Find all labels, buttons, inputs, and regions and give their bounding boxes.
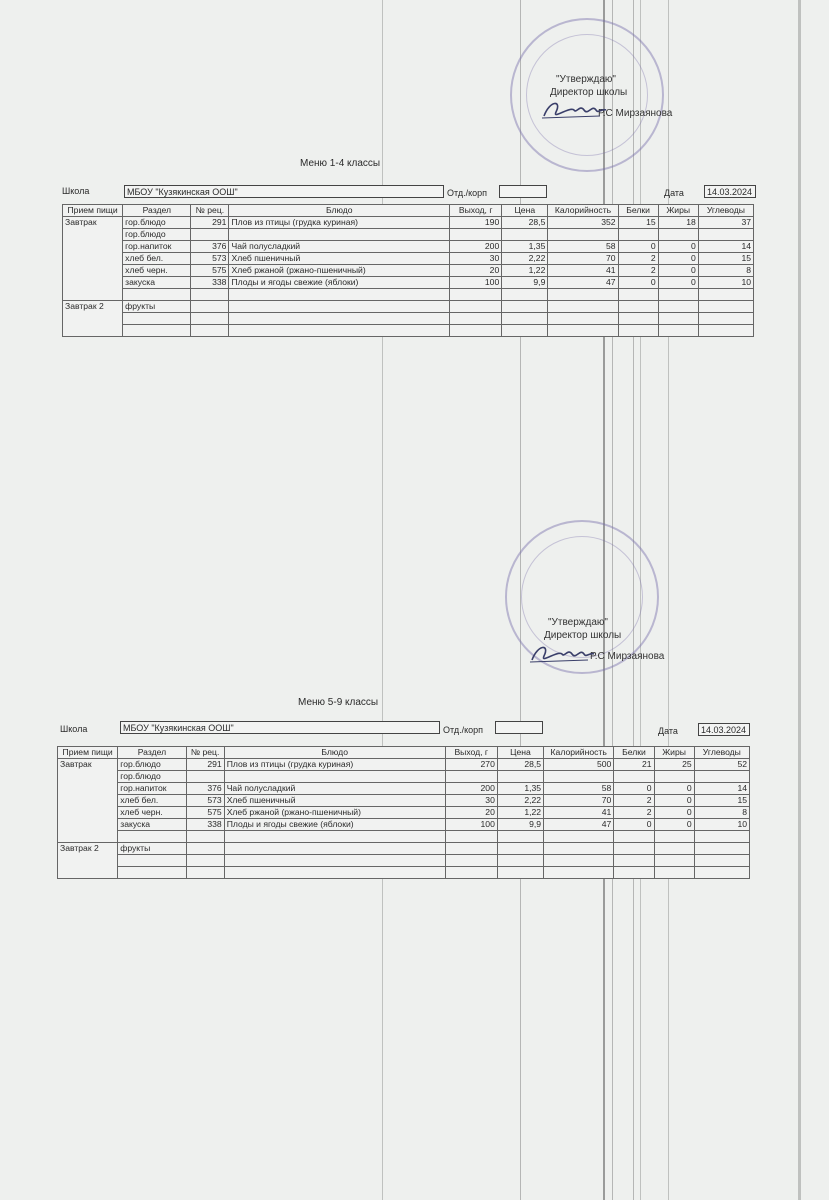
empty-cell xyxy=(224,831,445,843)
cell-price: 9,9 xyxy=(497,819,543,831)
cell-out xyxy=(445,771,497,783)
cell-out: 30 xyxy=(445,795,497,807)
cell-carb: 14 xyxy=(698,241,753,253)
cell-dish xyxy=(229,229,450,241)
table-row xyxy=(63,241,754,253)
empty-cell xyxy=(694,867,749,879)
cell-carb: 10 xyxy=(694,819,749,831)
meal-label: Завтрак xyxy=(58,759,118,843)
empty-cell xyxy=(229,325,450,337)
empty-cell xyxy=(698,289,753,301)
table-row xyxy=(63,289,754,301)
approval-heading: "Утверждаю" xyxy=(548,617,608,628)
empty-cell xyxy=(186,831,224,843)
cell-rec xyxy=(186,771,224,783)
cell-fat: 0 xyxy=(654,819,694,831)
cell-carb xyxy=(698,229,753,241)
empty-cell xyxy=(191,313,229,325)
cell-section: гор.блюдо xyxy=(123,229,191,241)
cell-kcal: 58 xyxy=(544,783,614,795)
table-row xyxy=(58,831,750,843)
column-header: Жиры xyxy=(658,205,698,217)
empty-cell xyxy=(191,289,229,301)
cell-kcal: 70 xyxy=(544,795,614,807)
meal-label: Завтрак 2 xyxy=(63,301,123,337)
cell-fat: 25 xyxy=(654,759,694,771)
empty-cell xyxy=(694,831,749,843)
approval-position: Директор школы xyxy=(544,630,622,641)
cell-kcal: 41 xyxy=(548,265,618,277)
cell-dish: Хлеб пшеничный xyxy=(224,795,445,807)
cell-fat: 0 xyxy=(654,783,694,795)
cell-kcal: 58 xyxy=(548,241,618,253)
empty-cell xyxy=(618,313,658,325)
table-row xyxy=(58,783,750,795)
approval-name: Р.С Мирзаянова xyxy=(598,108,673,119)
table-row xyxy=(63,325,754,337)
empty-cell xyxy=(497,831,543,843)
menu-title: Меню 5-9 классы xyxy=(298,697,379,708)
empty-cell xyxy=(445,867,497,879)
column-header: Цена xyxy=(497,747,543,759)
cell-price: 1,22 xyxy=(497,807,543,819)
cell-prot: 2 xyxy=(614,795,654,807)
column-header: Блюдо xyxy=(229,205,450,217)
cell-section: гор.напиток xyxy=(118,783,186,795)
empty-cell xyxy=(450,289,502,301)
director-signature xyxy=(540,98,610,122)
cell-rec: 376 xyxy=(186,783,224,795)
cell-prot: 2 xyxy=(614,807,654,819)
empty-cell xyxy=(698,325,753,337)
dept-field xyxy=(495,721,543,734)
cell-prot: 0 xyxy=(614,819,654,831)
cell-fat: 18 xyxy=(658,217,698,229)
column-header: Белки xyxy=(614,747,654,759)
cell-dish: Хлеб ржаной (ржано-пшеничный) xyxy=(229,265,450,277)
column-header: Выход, г xyxy=(450,205,502,217)
scan-streak xyxy=(668,0,669,1200)
cell-out xyxy=(450,229,502,241)
cell-rec: 575 xyxy=(191,265,229,277)
empty-cell xyxy=(654,855,694,867)
cell-carb: 10 xyxy=(698,277,753,289)
cell-carb: 52 xyxy=(694,759,749,771)
empty-cell xyxy=(698,313,753,325)
cell-rec: 376 xyxy=(191,241,229,253)
cell-dish: Плоды и ягоды свежие (яблоки) xyxy=(224,819,445,831)
cell-prot: 0 xyxy=(618,241,658,253)
table-row xyxy=(58,807,750,819)
cell-section: хлеб черн. xyxy=(123,265,191,277)
cell-fat: 0 xyxy=(658,253,698,265)
meal-label: Завтрак 2 xyxy=(58,843,118,879)
empty-cell xyxy=(544,855,614,867)
approval-position: Директор школы xyxy=(550,87,628,98)
cell-carb xyxy=(694,771,749,783)
cell-rec xyxy=(191,229,229,241)
column-header: Жиры xyxy=(654,747,694,759)
cell-dish: Плов из птицы (грудка куриная) xyxy=(224,759,445,771)
cell-rec: 291 xyxy=(186,759,224,771)
empty-cell xyxy=(614,855,654,867)
table-header-row xyxy=(63,205,754,217)
cell-prot xyxy=(618,229,658,241)
cell-section: закуска xyxy=(123,277,191,289)
meal-label: Завтрак xyxy=(63,217,123,301)
cell-kcal: 500 xyxy=(544,759,614,771)
empty-cell xyxy=(497,843,543,855)
empty-cell xyxy=(544,867,614,879)
column-header: Раздел xyxy=(118,747,186,759)
table-row xyxy=(58,867,750,879)
empty-cell xyxy=(445,855,497,867)
cell-out: 200 xyxy=(450,241,502,253)
empty-cell xyxy=(544,831,614,843)
date-field: 14.03.2024 xyxy=(698,723,750,736)
empty-cell xyxy=(450,301,502,313)
empty-cell xyxy=(497,867,543,879)
empty-cell xyxy=(618,325,658,337)
cell-fat xyxy=(658,229,698,241)
cell-rec: 338 xyxy=(191,277,229,289)
empty-cell xyxy=(123,289,191,301)
empty-cell xyxy=(123,325,191,337)
cell-price: 2,22 xyxy=(497,795,543,807)
school-name-field: МБОУ "Кузякинская ООШ" xyxy=(120,721,440,734)
column-header: Раздел xyxy=(123,205,191,217)
table-row xyxy=(63,265,754,277)
cell-kcal xyxy=(548,229,618,241)
column-header: Прием пищи xyxy=(63,205,123,217)
empty-cell xyxy=(229,301,450,313)
empty-cell xyxy=(548,289,618,301)
empty-cell xyxy=(123,313,191,325)
table-header-row xyxy=(58,747,750,759)
cell-rec: 338 xyxy=(186,819,224,831)
cell-fat xyxy=(654,771,694,783)
cell-out: 100 xyxy=(445,819,497,831)
director-signature xyxy=(528,642,598,666)
table-row xyxy=(63,301,754,313)
column-header: Калорийность xyxy=(544,747,614,759)
cell-prot: 0 xyxy=(618,277,658,289)
cell-out: 200 xyxy=(445,783,497,795)
cell-rec: 573 xyxy=(186,795,224,807)
cell-dish: Хлеб ржаной (ржано-пшеничный) xyxy=(224,807,445,819)
cell-rec: 573 xyxy=(191,253,229,265)
empty-cell xyxy=(658,289,698,301)
cell-rec: 575 xyxy=(186,807,224,819)
table-row xyxy=(58,795,750,807)
cell-dish: Чай полусладкий xyxy=(229,241,450,253)
column-header: № рец. xyxy=(191,205,229,217)
cell-section: гор.блюдо xyxy=(118,771,186,783)
cell-carb: 8 xyxy=(694,807,749,819)
empty-cell xyxy=(614,867,654,879)
cell-prot: 2 xyxy=(618,253,658,265)
empty-cell xyxy=(502,313,548,325)
empty-cell xyxy=(654,831,694,843)
column-header: № рец. xyxy=(186,747,224,759)
cell-section: гор.напиток xyxy=(123,241,191,253)
cell-out: 190 xyxy=(450,217,502,229)
empty-cell xyxy=(654,843,694,855)
empty-cell xyxy=(186,843,224,855)
cell-kcal: 47 xyxy=(548,277,618,289)
cell-prot: 0 xyxy=(614,783,654,795)
empty-cell xyxy=(450,325,502,337)
empty-cell xyxy=(658,301,698,313)
empty-cell xyxy=(118,867,186,879)
table-row xyxy=(58,759,750,771)
table-row xyxy=(63,313,754,325)
cell-out: 100 xyxy=(450,277,502,289)
empty-cell xyxy=(450,313,502,325)
cell-kcal xyxy=(544,771,614,783)
table-row xyxy=(63,253,754,265)
empty-cell xyxy=(618,301,658,313)
column-header: Белки xyxy=(618,205,658,217)
column-header: Калорийность xyxy=(548,205,618,217)
school-label: Школа xyxy=(62,186,90,196)
dept-field xyxy=(499,185,547,198)
empty-cell xyxy=(186,855,224,867)
cell-section: хлеб бел. xyxy=(118,795,186,807)
table-row xyxy=(63,229,754,241)
empty-cell xyxy=(445,843,497,855)
column-header: Углеводы xyxy=(698,205,753,217)
menu-title: Меню 1-4 классы xyxy=(300,158,381,169)
cell-price: 1,35 xyxy=(497,783,543,795)
cell-kcal: 47 xyxy=(544,819,614,831)
cell-kcal: 70 xyxy=(548,253,618,265)
cell-section: гор.блюдо xyxy=(123,217,191,229)
empty-cell xyxy=(694,843,749,855)
approval-name: Р.С Мирзаянова xyxy=(590,651,665,662)
cell-carb: 37 xyxy=(698,217,753,229)
cell-dish xyxy=(224,771,445,783)
column-header: Прием пищи xyxy=(58,747,118,759)
cell-carb: 15 xyxy=(694,795,749,807)
empty-cell xyxy=(698,301,753,313)
cell-prot: 2 xyxy=(618,265,658,277)
cell-fat: 0 xyxy=(654,807,694,819)
column-header: Блюдо xyxy=(224,747,445,759)
empty-cell xyxy=(614,831,654,843)
cell-price xyxy=(497,771,543,783)
empty-cell xyxy=(224,867,445,879)
scan-streak xyxy=(798,0,801,1200)
empty-cell xyxy=(502,325,548,337)
cell-rec: 291 xyxy=(191,217,229,229)
cell-price: 1,22 xyxy=(502,265,548,277)
cell-kcal: 352 xyxy=(548,217,618,229)
dept-label: Отд./корп xyxy=(443,725,483,735)
cell-prot xyxy=(614,771,654,783)
table-row xyxy=(58,819,750,831)
school-label: Школа xyxy=(60,724,88,734)
empty-cell xyxy=(186,867,224,879)
table-row xyxy=(63,217,754,229)
cell-carb: 15 xyxy=(698,253,753,265)
cell-fat: 0 xyxy=(658,277,698,289)
empty-cell xyxy=(229,313,450,325)
cell-price xyxy=(502,229,548,241)
cell-kcal: 41 xyxy=(544,807,614,819)
empty-cell xyxy=(548,313,618,325)
empty-cell xyxy=(502,289,548,301)
date-label: Дата xyxy=(664,188,684,198)
empty-cell xyxy=(618,289,658,301)
cell-section: гор.блюдо xyxy=(118,759,186,771)
cell-section: закуска xyxy=(118,819,186,831)
table-row xyxy=(58,855,750,867)
empty-cell xyxy=(224,843,445,855)
empty-cell xyxy=(694,855,749,867)
empty-cell xyxy=(614,843,654,855)
scan-streak xyxy=(382,0,383,1200)
cell-dish: Плов из птицы (грудка куриная) xyxy=(229,217,450,229)
menu-table xyxy=(62,204,754,337)
empty-cell xyxy=(118,855,186,867)
empty-cell xyxy=(548,301,618,313)
empty-cell xyxy=(118,831,186,843)
cell-section: фрукты xyxy=(118,843,186,855)
empty-cell xyxy=(224,855,445,867)
empty-cell xyxy=(544,843,614,855)
cell-price: 28,5 xyxy=(497,759,543,771)
date-label: Дата xyxy=(658,726,678,736)
cell-dish: Чай полусладкий xyxy=(224,783,445,795)
column-header: Цена xyxy=(502,205,548,217)
table-row xyxy=(63,277,754,289)
approval-heading: "Утверждаю" xyxy=(556,74,616,85)
empty-cell xyxy=(229,289,450,301)
cell-price: 1,35 xyxy=(502,241,548,253)
table-row xyxy=(58,771,750,783)
column-header: Выход, г xyxy=(445,747,497,759)
cell-fat: 0 xyxy=(658,265,698,277)
cell-price: 28,5 xyxy=(502,217,548,229)
empty-cell xyxy=(191,301,229,313)
cell-prot: 21 xyxy=(614,759,654,771)
empty-cell xyxy=(658,325,698,337)
cell-dish: Хлеб пшеничный xyxy=(229,253,450,265)
cell-price: 9,9 xyxy=(502,277,548,289)
cell-fat: 0 xyxy=(658,241,698,253)
cell-dish: Плоды и ягоды свежие (яблоки) xyxy=(229,277,450,289)
empty-cell xyxy=(548,325,618,337)
cell-section: хлеб черн. xyxy=(118,807,186,819)
cell-price: 2,22 xyxy=(502,253,548,265)
cell-out: 270 xyxy=(445,759,497,771)
column-header: Углеводы xyxy=(694,747,749,759)
menu-table xyxy=(57,746,750,879)
cell-prot: 15 xyxy=(618,217,658,229)
empty-cell xyxy=(502,301,548,313)
date-field: 14.03.2024 xyxy=(704,185,756,198)
empty-cell xyxy=(654,867,694,879)
cell-carb: 14 xyxy=(694,783,749,795)
cell-carb: 8 xyxy=(698,265,753,277)
school-name-field: МБОУ "Кузякинская ООШ" xyxy=(124,185,444,198)
cell-section: хлеб бел. xyxy=(123,253,191,265)
cell-section: фрукты xyxy=(123,301,191,313)
empty-cell xyxy=(658,313,698,325)
cell-fat: 0 xyxy=(654,795,694,807)
cell-out: 20 xyxy=(445,807,497,819)
cell-out: 30 xyxy=(450,253,502,265)
empty-cell xyxy=(497,855,543,867)
empty-cell xyxy=(191,325,229,337)
empty-cell xyxy=(445,831,497,843)
table-row xyxy=(58,843,750,855)
cell-out: 20 xyxy=(450,265,502,277)
dept-label: Отд./корп xyxy=(447,188,487,198)
